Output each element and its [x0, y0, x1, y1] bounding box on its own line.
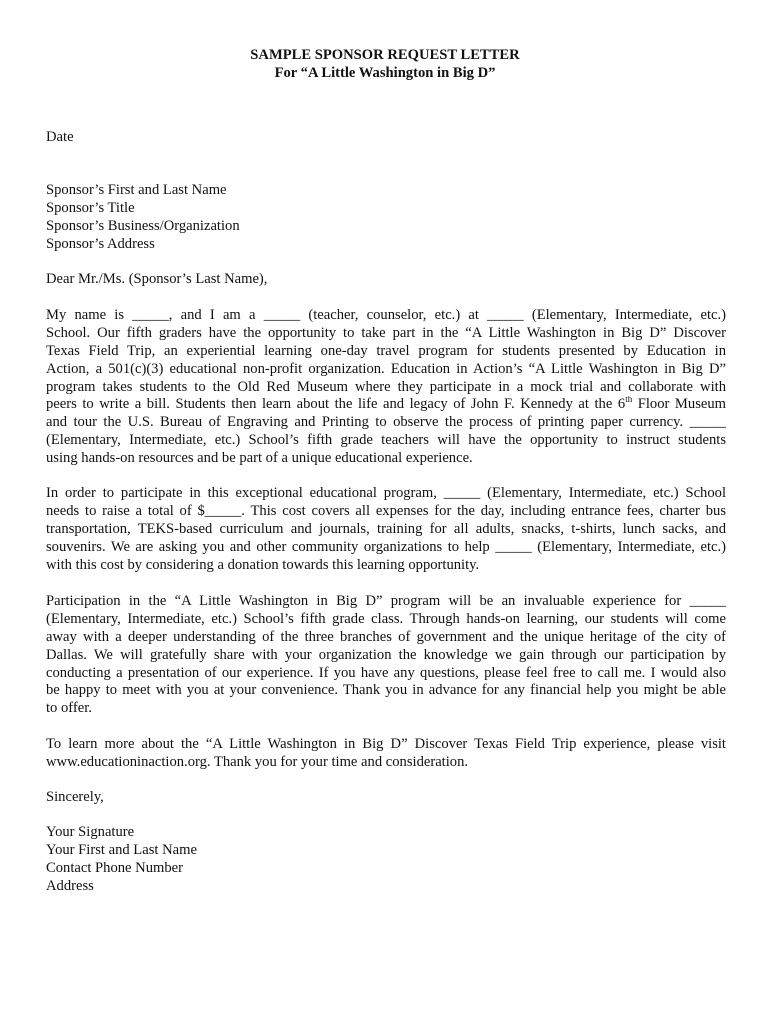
document-title: SAMPLE SPONSOR REQUEST LETTER [250, 47, 520, 63]
paragraph-line: Participation in the “A Little Washington in Big D” program will be an invaluable experience for _____ [46, 593, 726, 609]
paragraph-line: program takes students to the Old Red Museum where they participate in a mock trial and collaborate with [46, 378, 726, 395]
paragraph-line: away with a deeper understanding of the three branches of government and the unique heritage of the city of [46, 628, 726, 645]
paragraph-line: with this cost by considering a donation towards this learning opportunity. [46, 556, 480, 573]
line-text: peers to write a bill. Students then learn about the life and legacy of John F. Kennedy at the 6 [46, 396, 626, 413]
paragraph-1 [46, 307, 726, 468]
paragraph-line: transportation, TEKS-based curriculum and journals, training for all adults, snacks, t-shirts, lunch sacks, and [46, 520, 726, 537]
address-line: Sponsor’s First and Last Name [46, 182, 227, 198]
signature-line: Your Signature [46, 824, 135, 840]
paragraph-line: My name is _____, and I am a _____ (teacher, counselor, etc.) at _____ (Elementary, Intermediate, etc.) [46, 307, 726, 323]
paragraph-line: Dallas. We will gratefully share with your organization the knowledge we gain through our participation by [46, 646, 726, 663]
paragraph-line: conducting a presentation of our experience. If you have any questions, please feel free to call me. I would also [46, 664, 726, 681]
paragraph-line: School. Our fifth graders have the opportunity to take part in the “A Little Washington in Big D” Discover [46, 324, 726, 341]
paragraph-2 [46, 485, 726, 574]
paragraph-line: be happy to meet with you at your convenience. Thank you in advance for any financial help you might be able [46, 682, 726, 699]
closing: Sincerely, [46, 789, 104, 805]
paragraph-4 [46, 736, 726, 772]
address-line: Sponsor’s Address [46, 235, 155, 252]
paragraph-line: (Elementary, Intermediate, etc.) School’s fifth grade class. Through hands-on learning, our students will come [46, 610, 726, 627]
paragraph-line: needs to raise a total of $_____. This cost covers all expenses for the day, including entrance fees, charter bus [46, 502, 726, 519]
date-line: Date [46, 129, 74, 145]
paragraph-line: and tour the U.S. Bureau of Engraving and Printing to observe the process of printing paper currency. _____ [46, 414, 726, 431]
signature-block [46, 824, 726, 896]
signature-line: Your First and Last Name [46, 841, 197, 858]
signature-line: Address [46, 877, 94, 894]
address-line: Sponsor’s Title [46, 199, 135, 216]
salutation: Dear Mr./Ms. (Sponsor’s Last Name), [46, 271, 268, 287]
paragraph-3 [46, 593, 726, 718]
superscript: th [625, 396, 633, 405]
address-line: Sponsor’s Business/Organization [46, 217, 240, 234]
paragraph-line: souvenirs. We are asking you and other community organizations to help _____ (Elementary, Intermediate, etc.) [46, 538, 726, 555]
paragraph-line [46, 396, 726, 414]
paragraph-line: (Elementary, Intermediate, etc.) School’s fifth grade teachers will have the opportunity to instruct students [46, 432, 726, 449]
sponsor-address-block [46, 182, 726, 254]
paragraph-line: Action, a 501(c)(3) educational non-profit organization. Education in Action’s “A Little Washington in Big D” [46, 360, 726, 377]
signature-line: Contact Phone Number [46, 859, 183, 876]
paragraph-line: www.educationinaction.org. Thank you for your time and consideration. [46, 753, 469, 770]
paragraph-line: using hands-on resources and be part of a unique educational experience. [46, 450, 473, 467]
document-subtitle: For “A Little Washington in Big D” [274, 65, 496, 81]
paragraph-line: In order to participate in this exceptional educational program, _____ (Elementary, Intermediate, etc.) School [46, 485, 726, 501]
line-text: Floor Museum [632, 396, 726, 413]
paragraph-line: Texas Field Trip, an experiential learning one-day travel program for students presented by Education in [46, 342, 726, 359]
paragraph-line: To learn more about the “A Little Washington in Big D” Discover Texas Field Trip experience, please visit [46, 736, 726, 752]
paragraph-line: to offer. [46, 700, 92, 717]
